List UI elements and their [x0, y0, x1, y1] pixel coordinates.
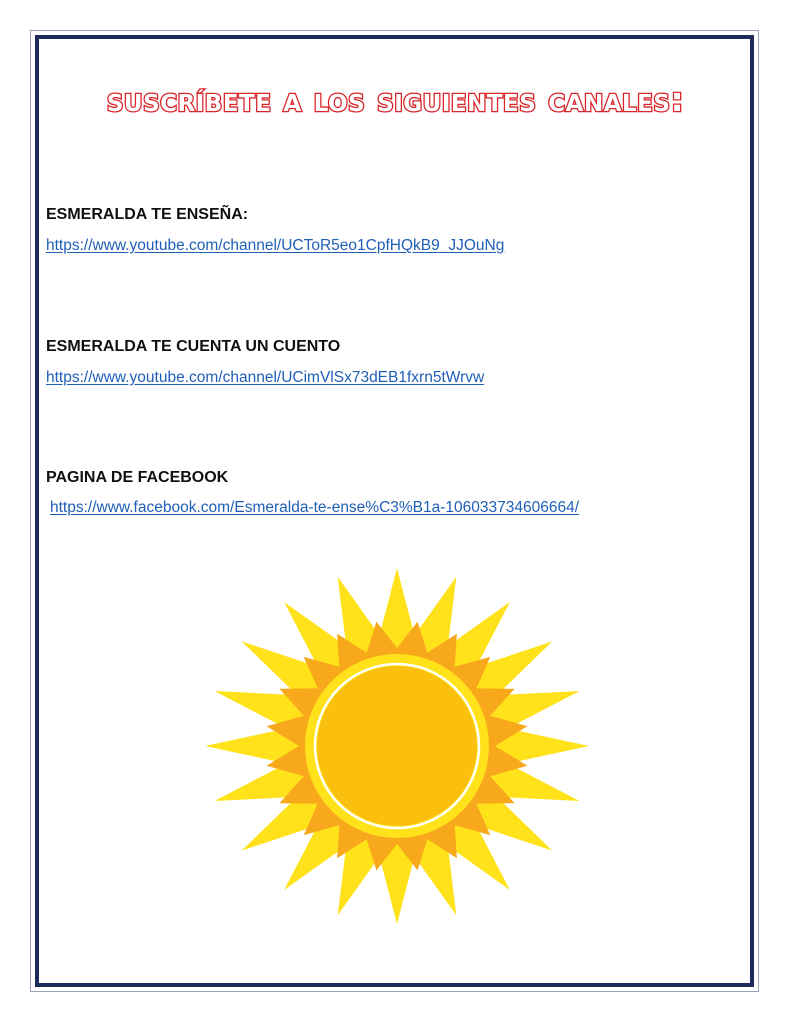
heading-pagina-de-facebook: PAGINA DE FACEBOOK [46, 469, 229, 486]
sun-core [317, 666, 477, 826]
link-youtube-esmeralda-te-cuenta-un-cuento[interactable]: https://www.youtube.com/channel/UCimVlSx73dEB1fxrn5tWrvw [46, 369, 485, 386]
page-title: suscríbete a los siguientes canales: [106, 80, 685, 119]
heading-esmeralda-te-ensena: ESMERALDA TE ENSEÑA: [46, 206, 249, 223]
link-facebook-page[interactable]: https://www.facebook.com/Esmeralda-te-ense%C3%B1a-106033734606664/ [50, 499, 580, 516]
heading-esmeralda-te-cuenta-un-cuento: ESMERALDA TE CUENTA UN CUENTO [46, 338, 341, 355]
sun-icon [203, 564, 591, 928]
link-youtube-esmeralda-te-ensena[interactable]: https://www.youtube.com/channel/UCToR5eo1CpfHQkB9_JJOuNg [46, 237, 505, 254]
